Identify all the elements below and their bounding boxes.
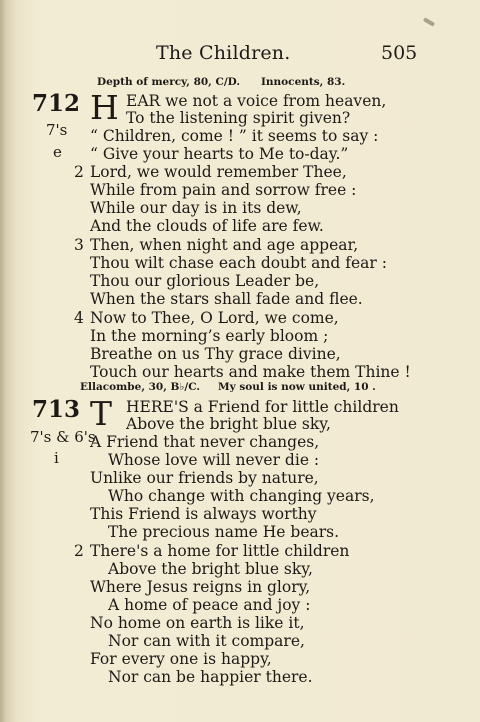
verse-line: Nor can with it compare, <box>108 632 305 650</box>
verse-line: For every one is happy, <box>90 650 272 668</box>
verse-line: Unlike our friends by nature, <box>90 469 319 487</box>
hymn-713-meter: 7's & 6's <box>30 428 96 446</box>
verse-line: EAR we not a voice from heaven, <box>126 92 387 110</box>
hymn-712-number: 712 <box>32 90 81 117</box>
verse-line: There's a home for little children <box>90 542 350 560</box>
verse-line: Above the bright blue sky, <box>108 560 313 578</box>
ink-smudge <box>423 17 435 26</box>
verse-line: A Friend that never changes, <box>90 433 320 451</box>
verse-line: “ Give your hearts to Me to-day.” <box>90 145 349 163</box>
verse-line: Above the bright blue sky, <box>126 415 331 433</box>
verse-number: 2 <box>74 163 84 181</box>
verse-line: This Friend is always worthy <box>90 505 317 523</box>
hymn-712-meter-mark: e <box>53 143 62 161</box>
hymn-713-tune: Ellacombe, 30, B♭/C. <box>80 381 201 393</box>
verse-number: 4 <box>74 309 84 327</box>
hymn-713-dropcap: T <box>90 394 113 433</box>
hymn-713-meter-mark: i <box>54 449 59 467</box>
verse-line: Nor can be happier there. <box>108 668 313 686</box>
verse-line: Breathe on us Thy grace divine, <box>90 345 341 363</box>
hymn-713-number: 713 <box>32 396 81 423</box>
verse-line: While from pain and sorrow free : <box>90 181 357 199</box>
verse-line: No home on earth is like it, <box>90 614 305 632</box>
verse-line: In the morning’s early bloom ; <box>90 327 329 345</box>
verse-line: Now to Thee, O Lord, we come, <box>90 309 339 327</box>
hymn-712-tune: Depth of mercy, 80, C/D. <box>97 76 241 88</box>
verse-line: “ Children, come ! ” it seems to say : <box>90 127 379 145</box>
hymn-713-alt-tune: My soul is now united, 10 . <box>218 381 376 393</box>
verse-line: Touch our hearts and make them Thine ! <box>90 363 411 381</box>
verse-line: When the stars shall fade and flee. <box>90 290 363 308</box>
hymn-712-meter: 7's <box>46 121 68 139</box>
page-title: The Children. <box>156 42 291 64</box>
verse-line: HERE'S a Friend for little children <box>126 398 399 416</box>
verse-line: Who change with changing years, <box>108 487 375 505</box>
verse-line: To the listening spirit given? <box>126 109 351 127</box>
verse-line: Where Jesus reigns in glory, <box>90 578 311 596</box>
hymn-712-alt-tune: Innocents, 83. <box>261 76 346 88</box>
page-number: 505 <box>381 42 418 64</box>
verse-line: Thou our glorious Leader be, <box>90 272 320 290</box>
verse-line: Lord, we would remember Thee, <box>90 163 347 181</box>
verse-line: Whose love will never die : <box>108 451 320 469</box>
verse-line: Thou wilt chase each doubt and fear : <box>90 254 387 272</box>
verse-line: And the clouds of life are few. <box>90 217 324 235</box>
verse-line: While our day is in its dew, <box>90 199 302 217</box>
verse-line: Then, when night and age appear, <box>90 236 359 254</box>
verse-line: The precious name He bears. <box>108 523 340 541</box>
verse-number: 3 <box>74 236 84 254</box>
hymn-712-dropcap: H <box>90 88 119 127</box>
verse-line: A home of peace and joy : <box>108 596 311 614</box>
verse-number: 2 <box>74 542 84 560</box>
